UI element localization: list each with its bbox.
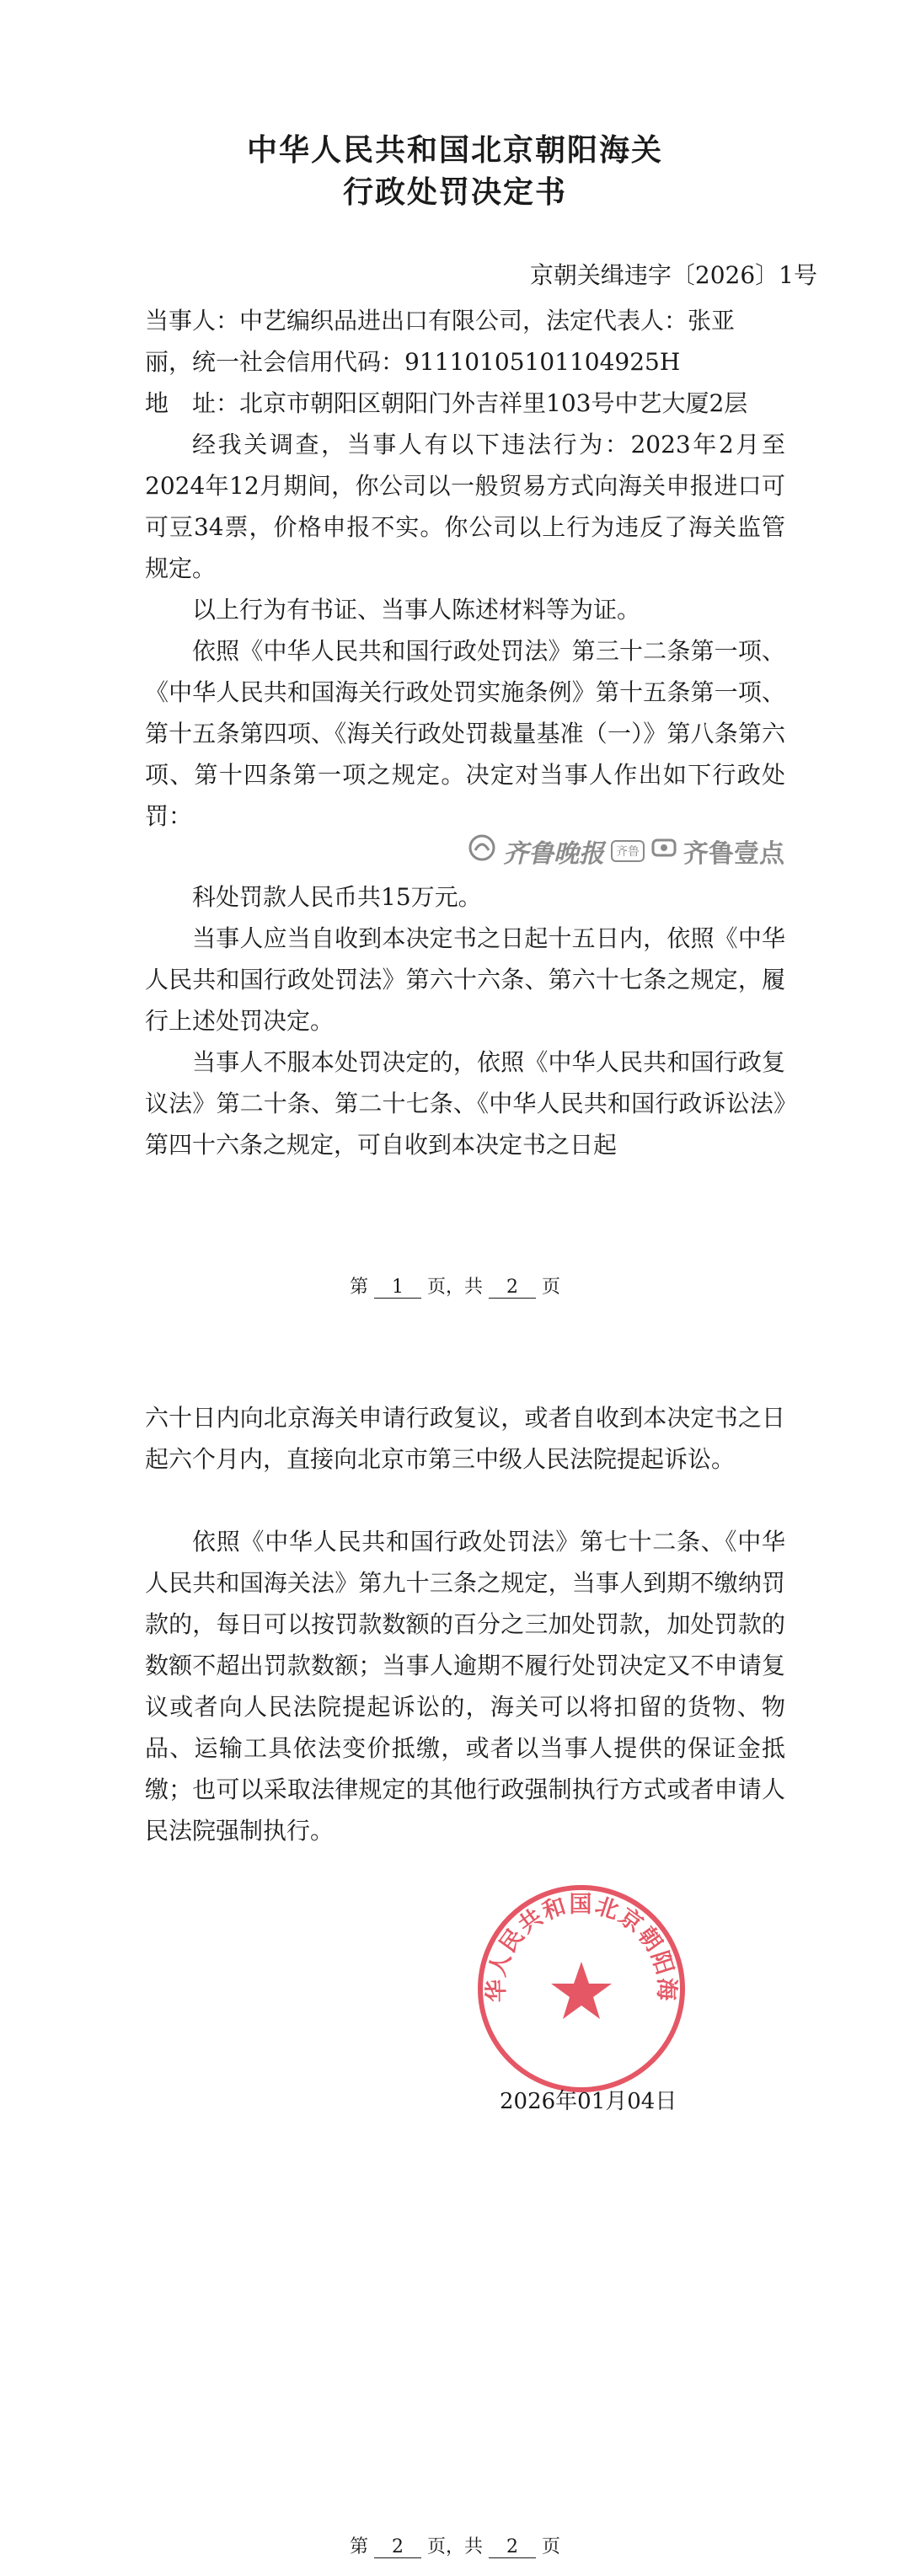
watermark-eye-icon (651, 835, 677, 867)
footer-total-pages: 2 (489, 2536, 536, 2558)
signature-date: 2026年01月04日 (500, 2089, 677, 2114)
paragraph-appeal-continued: 六十日内向北京海关申请行政复议，或者自收到本决定书之日起六个月内，直接向北京市第三中级人民法院提起诉讼。 (145, 1404, 785, 1473)
document-title-line2: 行政处罚决定书 (342, 174, 567, 210)
paragraph-penalty: 科处罚款人民币共15万元。 (192, 883, 482, 911)
footer-middle: 页，共 (426, 2536, 483, 2557)
footer-prefix: 第 (349, 2536, 368, 2557)
paragraph-appeal-start: 当事人不服本处罚决定的，依照《中华人民共和国行政复议法》第二十条、第二十七条、《中华人民共和国行政诉讼法》第四十六条之规定，可自收到本决定书之日起 (145, 1048, 785, 1159)
party-line-1: 当事人：中艺编织品进出口有限公司，法定代表人：张亚 (145, 307, 736, 335)
party-line-2: 丽，统一社会信用代码：91110105101104925H (145, 348, 681, 376)
paragraph-evidence: 以上行为有书证、当事人陈述材料等为证。 (192, 596, 641, 624)
footer-prefix: 第 (349, 1277, 368, 1298)
paragraph-enforcement: 依照《中华人民共和国行政处罚法》第七十二条、《中华人民共和国海关法》第九十三条之规定，当事人到期不缴纳罚款的，每日可以按罚款数额的百分之三加处罚款，加处罚款的数额不超出罚款数额；当事人逾期不履行处罚决定又不申请复议或者向人民法院提起诉讼的，海关可以将扣留的货物、物品、运输工具依法变价抵缴，或者以当事人提供的保证金抵缴；也可以采取法律规定的其他行政强制执行方式或者申请人民法院强制执行。 (145, 1528, 785, 1845)
watermark (468, 830, 784, 872)
paragraph-legal-basis: 依照《中华人民共和国行政处罚法》第三十二条第一项、《中华人民共和国海关行政处罚实施条例》第十五条第一项、第十五条第四项、《海关行政处罚裁量基准（一）》第八条第六项、第十四条第一项之规定。决定对当事人作出如下行政处罚： (145, 637, 785, 830)
footer-page-number: 2 (374, 2536, 421, 2558)
official-seal (472, 1879, 691, 2098)
seal-icon (472, 1879, 691, 2098)
watermark-brand-2: 齐鲁壹点 (683, 839, 784, 869)
footer-middle: 页，共 (426, 1277, 483, 1298)
paragraph-performance: 当事人应当自收到本决定书之日起十五日内，依照《中华人民共和国行政处罚法》第六十六条、第六十七条之规定，履行上述处罚决定。 (145, 924, 785, 1035)
page-footer-2 (0, 2532, 910, 2558)
watermark-logo-icon (468, 833, 496, 869)
document-title-line1: 中华人民共和国北京朝阳海关 (246, 132, 663, 168)
footer-suffix: 页 (542, 2536, 561, 2557)
party-address: 地 址：北京市朝阳区朝阳门外吉祥里103号中艺大厦2层 (145, 389, 748, 417)
paragraph-investigation: 经我关调查，当事人有以下违法行为：2023年2月至2024年12月期间，你公司以一般贸易方式向海关申报进口可可豆34票，价格申报不实。你公司以上行为违反了海关监管规定。 (145, 431, 785, 582)
watermark-brand-1: 齐鲁晚报 (503, 839, 604, 869)
footer-page-number: 1 (374, 1277, 421, 1299)
watermark-badge: 齐鲁 (611, 840, 645, 862)
document-number: 京朝关缉违字〔2026〕1号 (529, 261, 817, 289)
seal-text: 华人民共和国北京朝阳海 (483, 1891, 680, 2003)
footer-suffix: 页 (542, 1277, 561, 1298)
footer-total-pages: 2 (489, 1277, 536, 1299)
document-page-2 (0, 1315, 910, 2576)
page-footer-1 (0, 1272, 910, 1299)
